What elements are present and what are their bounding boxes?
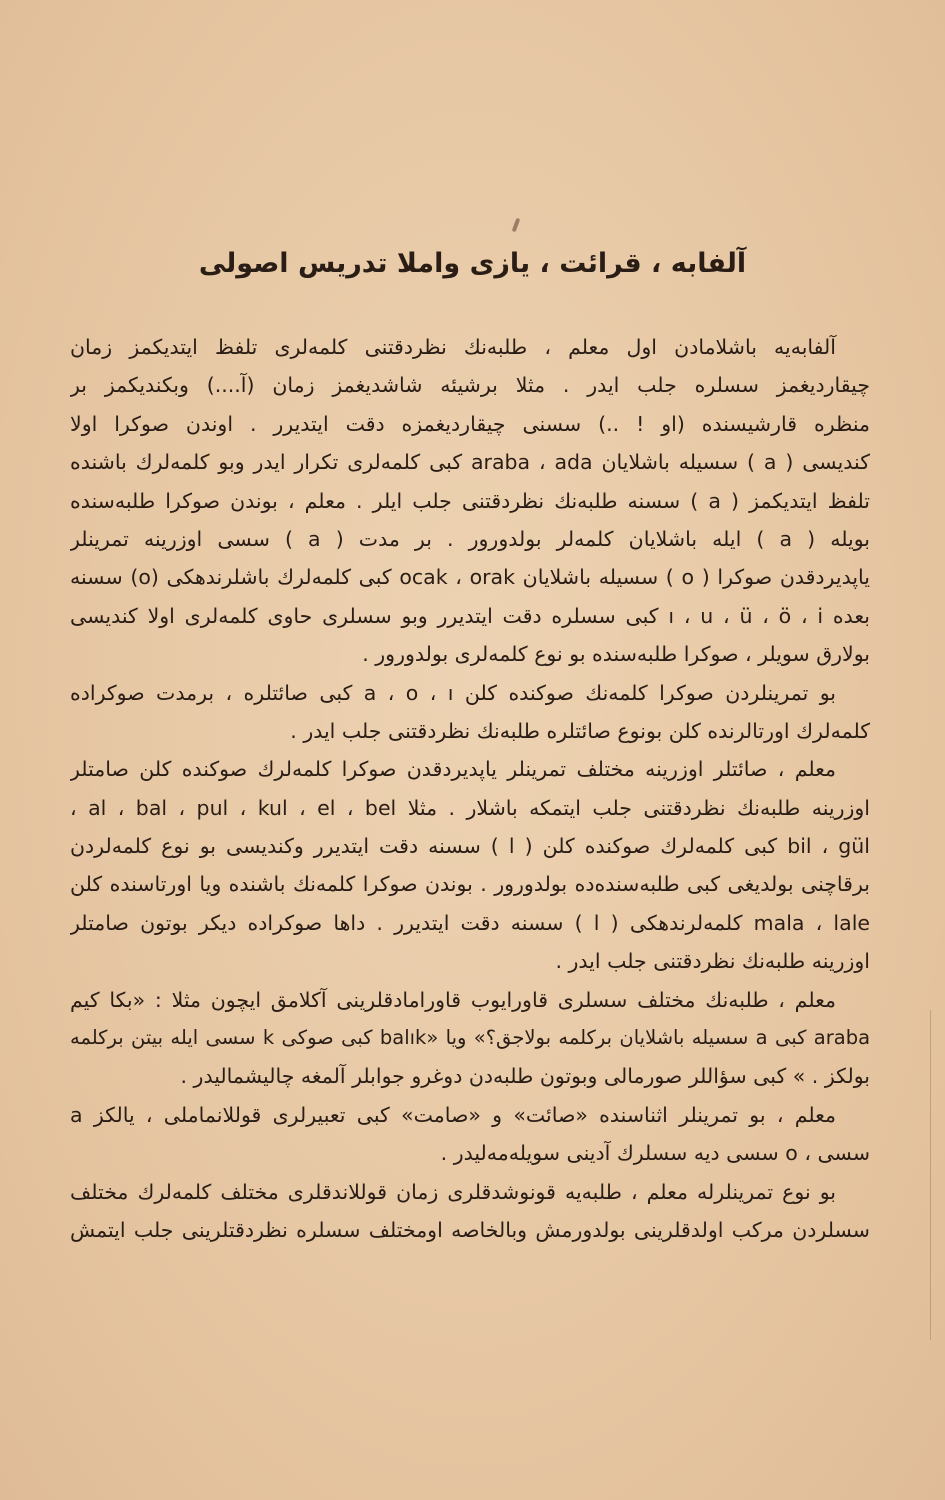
text-line: ياپديردقدن صوكرا ( o ) سسيله باشلايان ocak ، orak كبى كلمه‌لرك باشلرندهكى (o) سسنه: [70, 565, 870, 590]
text-line: معلم ، بو تمرينلر اثناسنده «صائت» و «صامت» كبى تعبيرلرى قوللانماملى ، يالكز a: [70, 1102, 836, 1127]
text-line: معلم ، طلبه‌نك مختلف سسلرى قاورايوب قاورامادقلرينى آكلامق ايچون مثلا : «بكا كيم: [70, 987, 836, 1012]
text-line: بو نوع تمرينلرله معلم ، طلبه‌يه قونوشدقلرى زمان قوللاندقلرى مختلف كلمه‌لرك مختلف: [70, 1179, 836, 1204]
body-text: [70, 328, 870, 1249]
text-line: بولارق سويلر ، صوكرا طلبه‌سنده بو نوع كلمه‌لرى بولدورور .: [362, 642, 870, 667]
text-line: برقاچنى بولديغى كبى طلبه‌سنده‌ده بولدورور . بوندن صوكرا كلمه‌نك باشنده ويا اورتاسنده كلن: [70, 872, 870, 897]
text-line: منظره قارشيسنده (او ! ..) سسنى چيقارديغمزه دقت ايتديرر . اوندن صوكرا اولا: [70, 411, 870, 436]
text-line: معلم ، صائتلر اوزرينه مختلف تمرينلر ياپديردقدن صوكرا كلمه‌لرك صوكنده كلن صامتلر: [70, 757, 836, 782]
text-line: mala ، lale كلمه‌لرندهكى ( l ) سسنه دقت ايتديرر . داها صوكراده ديكر بوتون صامتلر: [70, 910, 870, 935]
text-line: سسلردن مركب اولدقلرينى بولدورمش وبالخاصه اومختلف سسلره نظردقتلرينى جلب ايتمش: [70, 1217, 870, 1242]
text-line: bil ، gül كبى كلمه‌لرك صوكنده كلن ( l ) سسنه دقت ايتديرر وكنديسى بو نوع كلمه‌لردن: [70, 834, 870, 859]
text-line: كلمه‌لرك اورتالرنده كلن بونوع صائتلره طلبه‌نك نظردقتنى جلب ايدر .: [290, 718, 870, 743]
text-line: araba كبى a سسيله باشلايان بركلمه بولاجق؟» ويا «balık كبى صوكى k سسى ايله بيتن بركلمه: [70, 1026, 870, 1050]
ink-speck: [512, 218, 521, 233]
text-line: چيقارديغمز سسلره جلب ايدر . مثلا برشيئه شاشديغمز زمان (آ....) وبكنديكمز بر: [70, 373, 870, 398]
page-title: آلفابه ، قرائت ، يازى واملا تدريس اصولى: [198, 248, 747, 279]
text-line: كنديسى ( a ) سسيله باشلايان araba ، ada كبى كلمه‌لرى تكرار ايدر وبو كلمه‌لرك باشنده: [70, 450, 870, 475]
page-fold-line: [930, 1010, 931, 1340]
text-line: اوزرينه طلبه‌نك نظردقتنى جلب ايتمكه باشلار . مثلا al ، bal ، pul ، kul ، el ، bel ،: [70, 795, 870, 820]
text-line: بو تمرينلردن صوكرا كلمه‌نك صوكنده كلن a ، o ، ı كبى صائتلره ، برمدت صوكراده: [70, 680, 836, 705]
text-line: اوزرينه طلبه‌نك نظردقتنى جلب ايدر .: [555, 949, 870, 974]
text-line: سسى ، o سسى ديه سسلرك آدينى سويله‌مه‌ليدر .: [440, 1141, 870, 1166]
text-line: تلفظ ايتديكمز ( a ) سسنه طلبه‌نك نظردقتنى جلب ايلر . معلم ، بوندن صوكرا طلبه‌سنده: [70, 488, 870, 513]
text-line: بولكز . » كبى سؤاللر صورمالى وبوتون طلبه‌دن دوغرو جوابلر آلمغه چاليشماليدر .: [180, 1064, 870, 1089]
text-line: آلفابه‌يه باشلامادن اول معلم ، طلبه‌نك نظردقتنى كلمه‌لرى تلفظ ايتديكمز زمان: [70, 335, 836, 359]
text-line: بويله ( a ) ايله باشلايان كلمه‌لر بولدورور . بر مدت ( a ) سسى اوزرينه تمرينلر: [70, 526, 870, 551]
text-line: بعده ı ، u ، ü ، ö ، i كبى سسلره دقت ايتديرر وبو سسلرى حاوى كلمه‌لرى اولا كنديسى: [70, 603, 870, 628]
